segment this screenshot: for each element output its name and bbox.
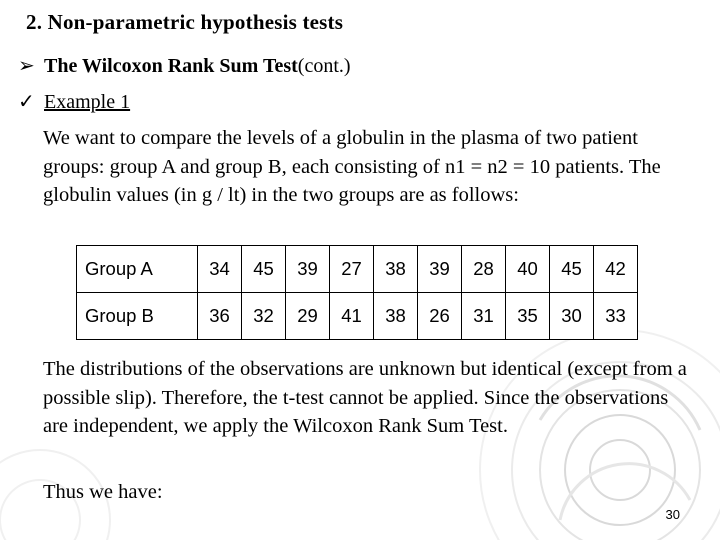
table-cell: 26 bbox=[418, 293, 462, 340]
checkmark-bullet-icon: ✓ bbox=[18, 91, 35, 113]
table-cell: 38 bbox=[374, 246, 418, 293]
conclusion-paragraph: The distributions of the observations are unknown but identical (except from a possible slip). Therefore, the t-test cannot be applied. Since the observations are independent, we apply the Wilcoxon Rank Sum Test. bbox=[43, 358, 687, 437]
table-cell: 34 bbox=[198, 246, 242, 293]
globulin-table bbox=[76, 245, 638, 340]
slide-title: 2. Non-parametric hypothesis tests bbox=[26, 10, 344, 34]
closing-text: Thus we have: bbox=[43, 481, 163, 503]
table-cell: 33 bbox=[594, 293, 638, 340]
table-cell: 45 bbox=[550, 246, 594, 293]
page-number: 30 bbox=[665, 507, 680, 522]
bullet-wilcoxon bbox=[18, 53, 351, 78]
intro-paragraph: We want to compare the levels of a globulin in the plasma of two patient groups: group A and group B, each consisting of n1 = n2 = 10 patients. The globulin values (in g / lt) in the two groups are as follows: bbox=[43, 127, 661, 206]
table-cell: 35 bbox=[506, 293, 550, 340]
table-cell: 41 bbox=[330, 293, 374, 340]
table-cell: 29 bbox=[286, 293, 330, 340]
table-cell: 38 bbox=[374, 293, 418, 340]
table-cell: 27 bbox=[330, 246, 374, 293]
table-row bbox=[77, 293, 638, 340]
table-cell: 39 bbox=[418, 246, 462, 293]
bullet-heading-rest: (cont.) bbox=[297, 55, 351, 77]
table-cell: 39 bbox=[286, 246, 330, 293]
example-label: Example 1 bbox=[44, 91, 131, 113]
table-cell: 28 bbox=[462, 246, 506, 293]
table-cell: 40 bbox=[506, 246, 550, 293]
row-label: Group A bbox=[77, 246, 198, 293]
bullet-heading-strong: The Wilcoxon Rank Sum Test bbox=[44, 55, 298, 77]
table-cell: 42 bbox=[594, 246, 638, 293]
table-cell: 31 bbox=[462, 293, 506, 340]
table-cell: 36 bbox=[198, 293, 242, 340]
table-cell: 45 bbox=[242, 246, 286, 293]
table-cell: 32 bbox=[242, 293, 286, 340]
table-row bbox=[77, 246, 638, 293]
bullet-example bbox=[18, 89, 130, 114]
table-cell: 30 bbox=[550, 293, 594, 340]
row-label: Group B bbox=[77, 293, 198, 340]
arrow-bullet-icon: ➢ bbox=[18, 55, 35, 77]
